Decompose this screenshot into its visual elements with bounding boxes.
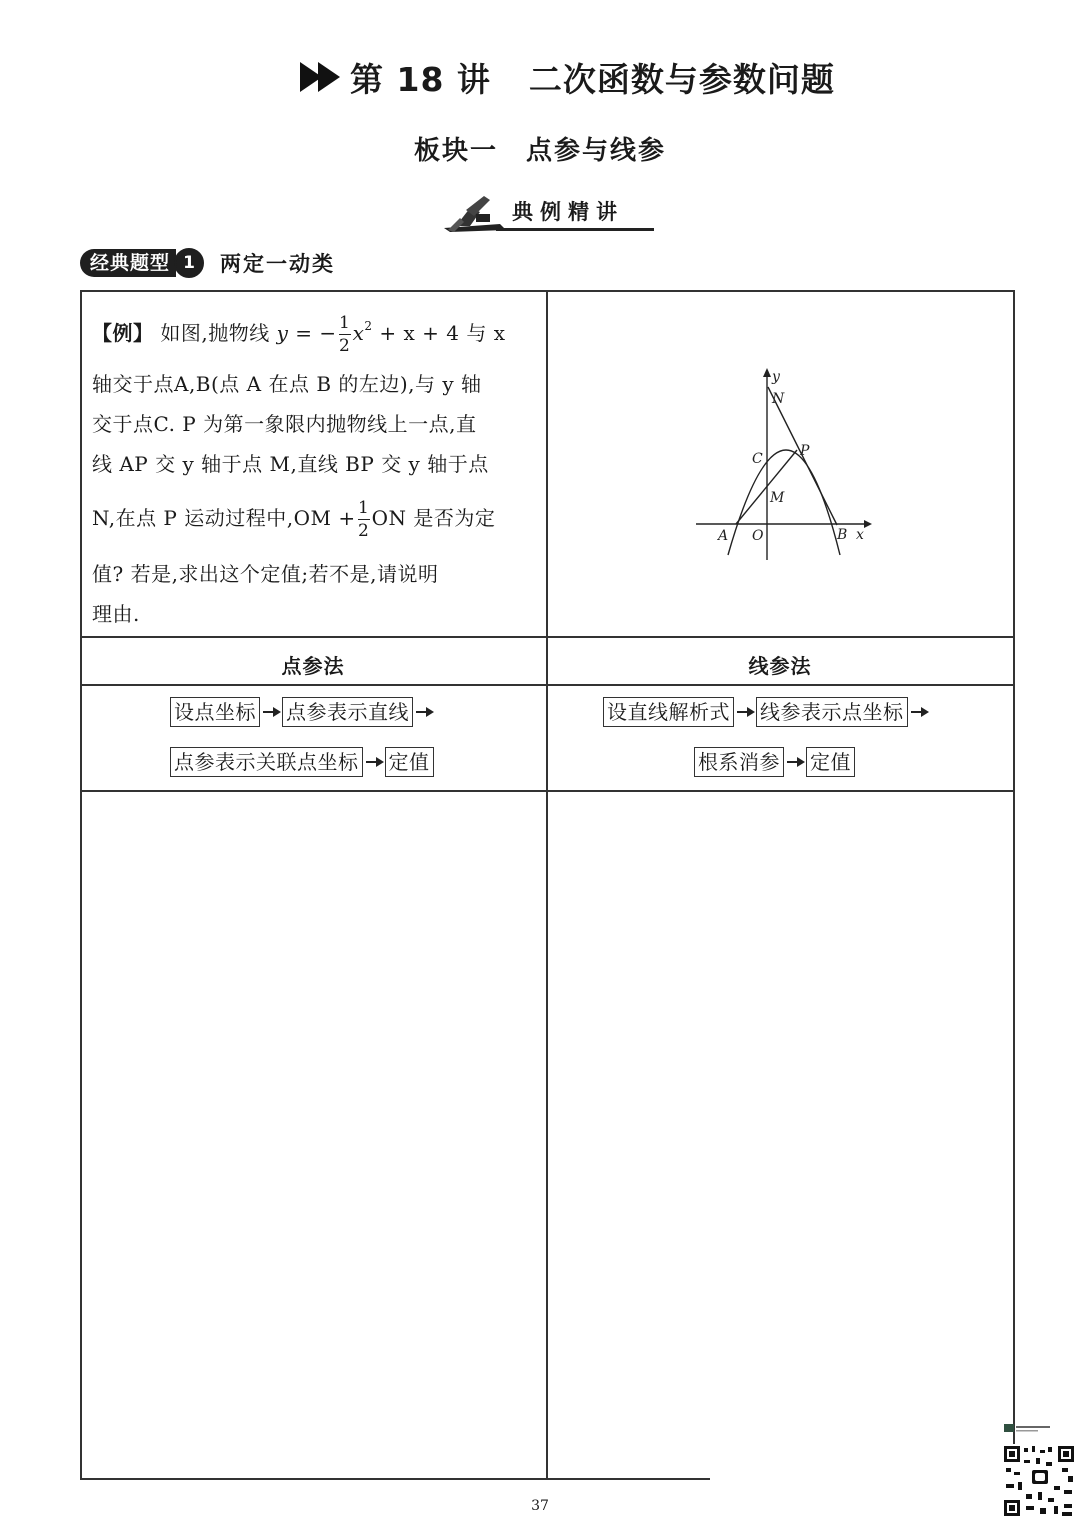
- flow-box: 根系消参: [694, 747, 784, 777]
- label-n: N: [772, 391, 785, 407]
- fraction: $\frac{1}{2}$: [338, 312, 351, 357]
- problem-line-5: N,在点 P 运动过程中,OM + $\frac{1}{2}$ ON 是否为定: [92, 497, 496, 542]
- label-m: M: [770, 490, 785, 506]
- type-number: 1: [174, 248, 204, 278]
- section-name: 点参与线参: [526, 136, 667, 166]
- type-badge: 经典题型: [80, 249, 176, 277]
- problem-line-1: 【例】 如图,抛物线 y = − $\frac{1}{2}$ $x^2 + x + 4$ 与 x: [92, 312, 506, 357]
- problem-type-heading: [80, 248, 335, 278]
- label-c: C: [752, 451, 763, 467]
- page-number: 37: [531, 1498, 549, 1514]
- flow-box: 线参表示点坐标: [756, 697, 908, 727]
- left-flow-row-1: [170, 697, 435, 727]
- flow-box: 点参表示关联点坐标: [170, 747, 363, 777]
- fraction: $\frac{1}{2}$: [357, 497, 370, 542]
- y-axis-arrow-icon: [763, 368, 771, 377]
- left-flow-row-2: [170, 747, 434, 777]
- double-arrow-icon: [300, 62, 336, 92]
- parabola-figure: [690, 365, 880, 565]
- table-left-border: [80, 290, 82, 1480]
- banner-underline: [496, 228, 654, 231]
- right-arrow-icon: [414, 705, 434, 719]
- right-arrow-icon: [909, 705, 929, 719]
- example-tag: 【例】: [92, 321, 154, 345]
- chapter-title: [300, 52, 860, 102]
- flow-box: 定值: [806, 747, 855, 777]
- problem-line-7: 理由.: [92, 602, 140, 626]
- table-row-divider-1: [80, 636, 1014, 638]
- chapter-number: 第 18 讲: [350, 59, 491, 99]
- section-title: [0, 130, 1080, 167]
- table-row-divider-2: [80, 684, 1014, 686]
- flow-box: 设点坐标: [170, 697, 260, 727]
- table-row-divider-3: [80, 790, 1014, 792]
- right-arrow-icon: [785, 755, 805, 769]
- label-p: P: [800, 443, 810, 459]
- problem-line-2: 轴交于点A,B(点 A 在点 B 的左边),与 y 轴: [92, 372, 482, 396]
- right-flow-row-1: [603, 697, 930, 727]
- table-right-border: [1013, 290, 1015, 1480]
- label-b: B: [837, 527, 848, 543]
- label-x: x: [856, 527, 864, 543]
- chapter-name: 二次函数与参数问题: [528, 59, 835, 99]
- banner-label: 典例精讲: [512, 200, 624, 224]
- section-prefix: 板块一: [413, 136, 498, 166]
- problem-line-6: 值? 若是,求出这个定值;若不是,请说明: [92, 562, 439, 586]
- label-o: O: [752, 528, 764, 544]
- right-arrow-icon: [261, 705, 281, 719]
- flow-box: 点参表示直线: [282, 697, 413, 727]
- right-arrow-icon: [735, 705, 755, 719]
- flow-box: 定值: [385, 747, 434, 777]
- label-y: y: [772, 369, 780, 385]
- right-arrow-icon: [364, 755, 384, 769]
- table-center-divider: [546, 290, 548, 1480]
- flow-box: 设直线解析式: [603, 697, 734, 727]
- type-title: 两定一动类: [220, 252, 336, 276]
- label-a: A: [718, 528, 729, 544]
- problem-line-3: 交于点C. P 为第一象限内抛物线上一点,直: [92, 412, 477, 436]
- right-method-heading: 线参法: [748, 654, 812, 678]
- problem-line-4: 线 AP 交 y 轴于点 M,直线 BP 交 y 轴于点: [92, 452, 489, 476]
- x-axis-arrow-icon: [864, 520, 872, 528]
- table-bottom-border: [80, 1478, 710, 1480]
- left-method-heading: 点参法: [281, 654, 345, 678]
- right-flow-row-2: [694, 747, 855, 777]
- banner: [440, 188, 655, 234]
